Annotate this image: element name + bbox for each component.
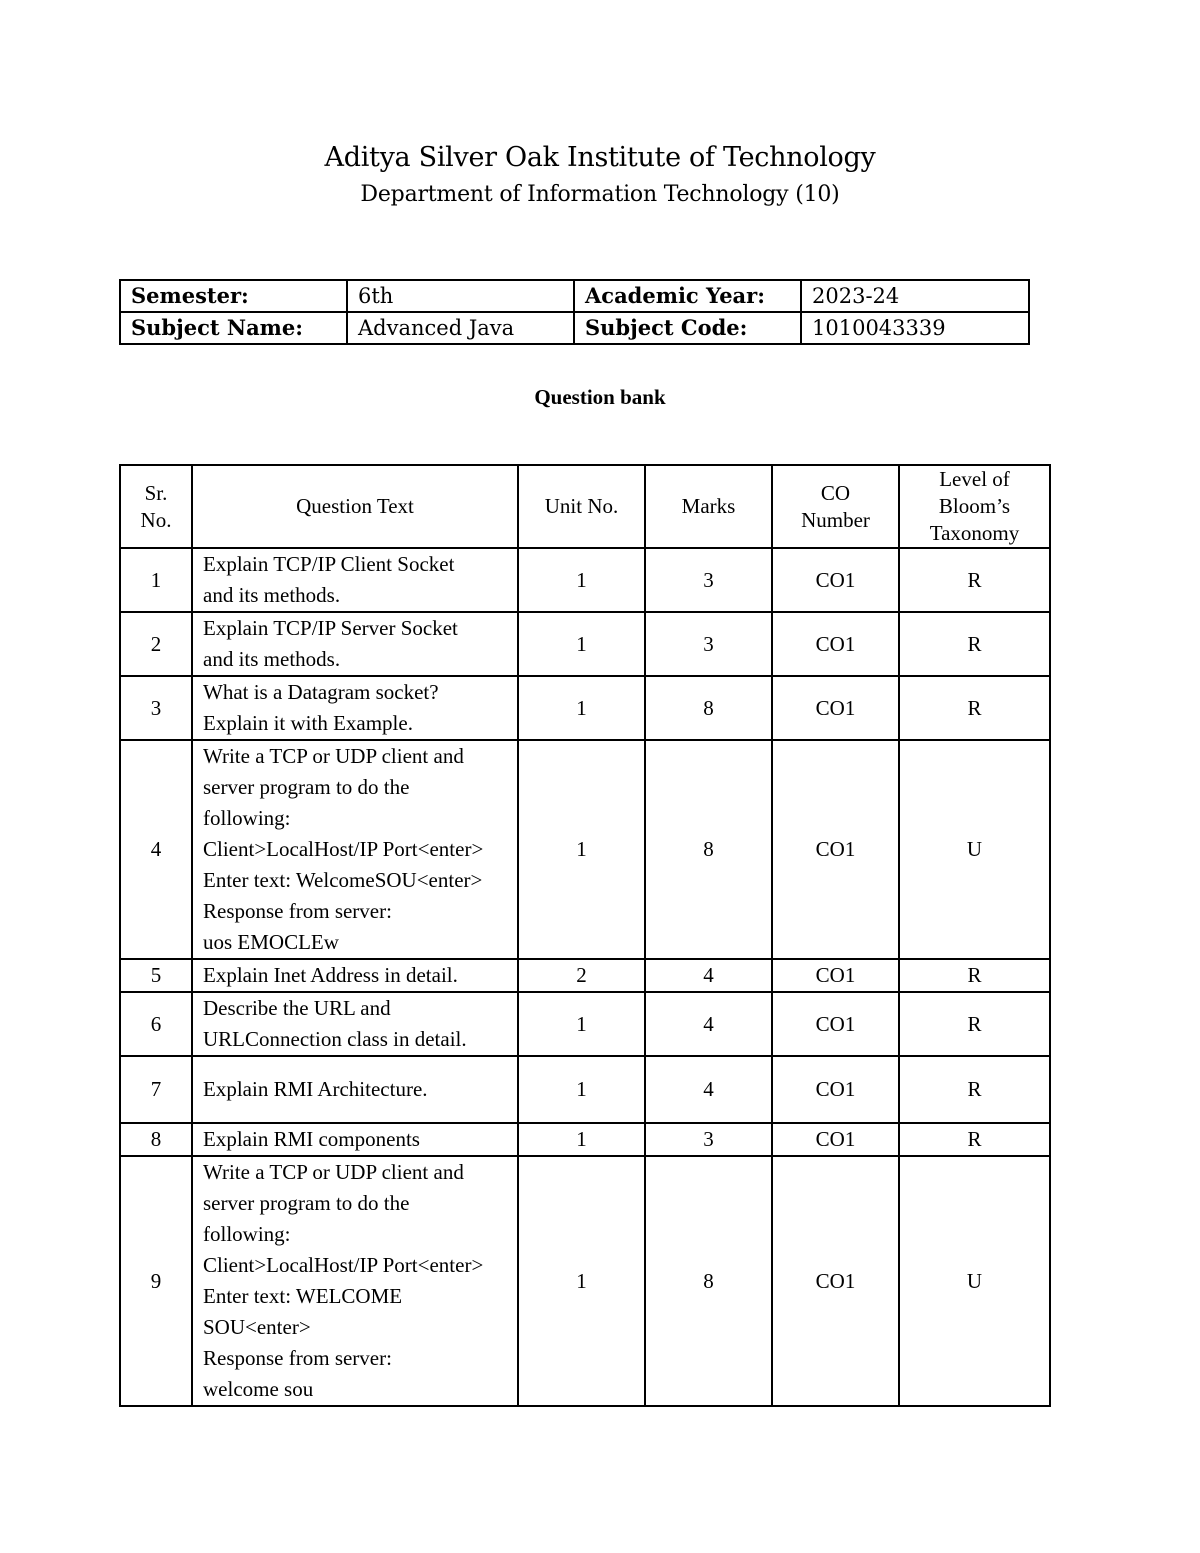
co-number-cell: CO1 xyxy=(772,1123,899,1156)
sr-no-cell: 6 xyxy=(120,992,192,1056)
sr-no-cell: 4 xyxy=(120,740,192,959)
sr-no-cell: 5 xyxy=(120,959,192,992)
table-row xyxy=(120,1156,1050,1406)
co-number-cell: CO1 xyxy=(772,1056,899,1123)
col-sr-no: Sr. No. xyxy=(120,465,192,548)
question-bank-title: Question bank xyxy=(534,385,666,409)
question-text-cell: Write a TCP or UDP client and server program to do the following: Client>LocalHost/IP Port<enter> Enter text: WELCOME SOU<enter> Response from server: welcome sou xyxy=(192,1156,518,1406)
col-co-number: CO Number xyxy=(772,465,899,548)
question-text-cell: Describe the URL and URLConnection class in detail. xyxy=(192,992,518,1056)
marks-cell: 4 xyxy=(645,959,772,992)
institute-name: Aditya Silver Oak Institute of Technology xyxy=(324,142,876,173)
marks-cell: 8 xyxy=(645,676,772,740)
question-text-cell: Explain TCP/IP Client Socket and its methods. xyxy=(192,548,518,612)
co-number-cell: CO1 xyxy=(772,992,899,1056)
unit-no-cell: 1 xyxy=(518,1123,645,1156)
question-bank-table xyxy=(119,464,1051,1407)
co-number-cell: CO1 xyxy=(772,676,899,740)
question-text-cell: Explain RMI Architecture. xyxy=(192,1056,518,1123)
unit-no-cell: 1 xyxy=(518,548,645,612)
semester-label: Semester: xyxy=(120,280,347,312)
co-number-cell: CO1 xyxy=(772,959,899,992)
marks-cell: 3 xyxy=(645,612,772,676)
marks-cell: 3 xyxy=(645,548,772,612)
info-row-semester xyxy=(120,280,1029,312)
marks-cell: 3 xyxy=(645,1123,772,1156)
unit-no-cell: 1 xyxy=(518,1156,645,1406)
info-row-subject xyxy=(120,312,1029,344)
col-blooms-level: Level of Bloom’s Taxonomy xyxy=(899,465,1050,548)
academic-year-label: Academic Year: xyxy=(574,280,801,312)
blooms-level-cell: U xyxy=(899,740,1050,959)
blooms-level-cell: R xyxy=(899,548,1050,612)
department-name: Department of Information Technology (10) xyxy=(360,182,840,207)
sr-no-cell: 3 xyxy=(120,676,192,740)
sr-no-cell: 2 xyxy=(120,612,192,676)
table-row xyxy=(120,548,1050,612)
course-info-table xyxy=(119,279,1030,345)
marks-cell: 4 xyxy=(645,1056,772,1123)
sr-no-cell: 9 xyxy=(120,1156,192,1406)
table-row xyxy=(120,959,1050,992)
table-row xyxy=(120,740,1050,959)
unit-no-cell: 1 xyxy=(518,676,645,740)
marks-cell: 4 xyxy=(645,992,772,1056)
blooms-level-cell: R xyxy=(899,612,1050,676)
co-number-cell: CO1 xyxy=(772,612,899,676)
table-header-row xyxy=(120,465,1050,548)
subject-code-label: Subject Code: xyxy=(574,312,801,344)
semester-value: 6th xyxy=(347,280,574,312)
table-row xyxy=(120,1056,1050,1123)
subject-code-value: 1010043339 xyxy=(801,312,1029,344)
question-text-cell: What is a Datagram socket? Explain it with Example. xyxy=(192,676,518,740)
blooms-level-cell: R xyxy=(899,1056,1050,1123)
question-text-cell: Explain RMI components xyxy=(192,1123,518,1156)
subject-name-value: Advanced Java xyxy=(347,312,574,344)
sr-no-cell: 8 xyxy=(120,1123,192,1156)
blooms-level-cell: R xyxy=(899,959,1050,992)
unit-no-cell: 1 xyxy=(518,612,645,676)
subject-name-label: Subject Name: xyxy=(120,312,347,344)
blooms-level-cell: R xyxy=(899,1123,1050,1156)
question-text-cell: Explain TCP/IP Server Socket and its methods. xyxy=(192,612,518,676)
unit-no-cell: 1 xyxy=(518,740,645,959)
table-row xyxy=(120,676,1050,740)
co-number-cell: CO1 xyxy=(772,548,899,612)
academic-year-value: 2023-24 xyxy=(801,280,1029,312)
table-row xyxy=(120,612,1050,676)
table-row xyxy=(120,992,1050,1056)
table-row xyxy=(120,1123,1050,1156)
marks-cell: 8 xyxy=(645,740,772,959)
blooms-level-cell: R xyxy=(899,992,1050,1056)
unit-no-cell: 1 xyxy=(518,992,645,1056)
col-unit-no: Unit No. xyxy=(518,465,645,548)
marks-cell: 8 xyxy=(645,1156,772,1406)
col-question-text: Question Text xyxy=(192,465,518,548)
blooms-level-cell: R xyxy=(899,676,1050,740)
co-number-cell: CO1 xyxy=(772,1156,899,1406)
question-text-cell: Write a TCP or UDP client and server program to do the following: Client>LocalHost/IP Port<enter> Enter text: WelcomeSOU<enter> Response from server: uos EMOCLEw xyxy=(192,740,518,959)
sr-no-cell: 7 xyxy=(120,1056,192,1123)
unit-no-cell: 2 xyxy=(518,959,645,992)
col-marks: Marks xyxy=(645,465,772,548)
question-text-cell: Explain Inet Address in detail. xyxy=(192,959,518,992)
unit-no-cell: 1 xyxy=(518,1056,645,1123)
sr-no-cell: 1 xyxy=(120,548,192,612)
blooms-level-cell: U xyxy=(899,1156,1050,1406)
co-number-cell: CO1 xyxy=(772,740,899,959)
